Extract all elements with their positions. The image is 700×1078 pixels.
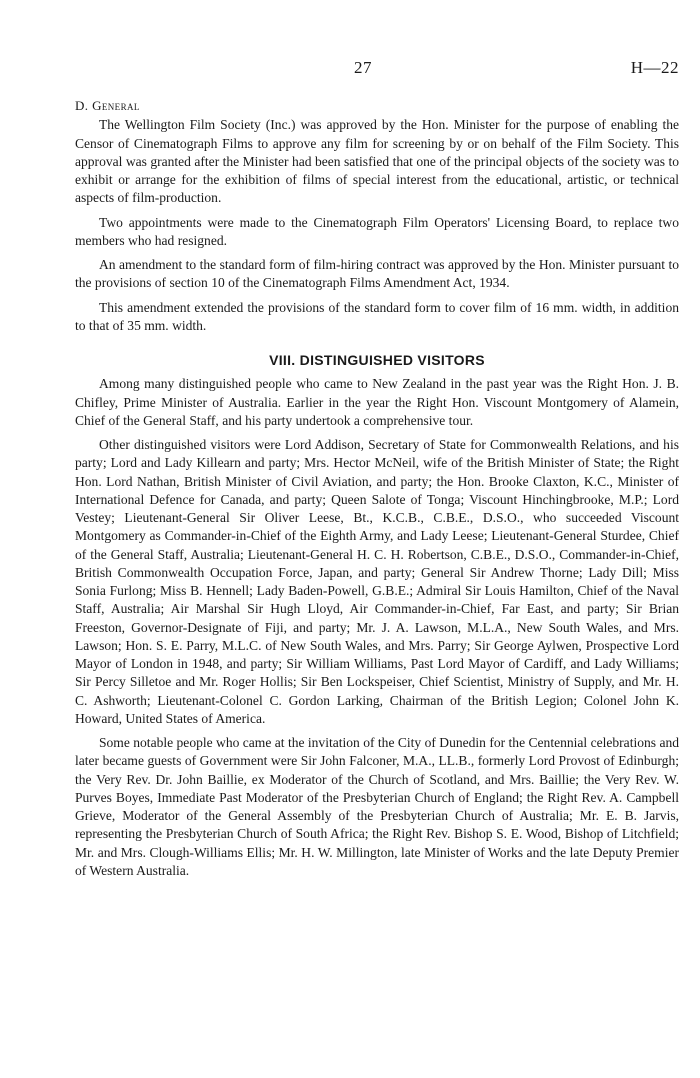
section-d-heading: D. General bbox=[75, 98, 140, 113]
page-body bbox=[75, 97, 679, 886]
section-d-paragraph-1: The Wellington Film Society (Inc.) was approved by the Hon. Minister for the purpose of enabling the Censor of Cinematograph Films to approve any film for screening by or on behalf of the Film Society. This approval was granted after the Minister had been satisfied that one of the principal objects of the society was to exhibit or arrange for the exhibition of films of special interest from the educational, artistic, or technical aspects of film-production. bbox=[75, 117, 679, 206]
page-number: 27 bbox=[354, 58, 372, 77]
section-viii-title: VIII. DISTINGUISHED VISITORS bbox=[269, 352, 485, 368]
section-d-paragraph-4: This amendment extended the provisions of the standard form to cover film of 16 mm. width, in addition to that of 35 mm. width. bbox=[75, 299, 679, 333]
section-d-paragraph-3: An amendment to the standard form of film-hiring contract was approved by the Hon. Minister pursuant to the provisions of section 10 of the Cinematograph Films Amendment Act, 1934. bbox=[75, 257, 679, 291]
section-d-paragraph-2: Two appointments were made to the Cinematograph Film Operators' Licensing Board, to replace two members who had resigned. bbox=[75, 214, 679, 248]
section-viii-paragraph-3: Some notable people who came at the invitation of the City of Dunedin for the Centennial celebrations and later became guests of Government were Sir John Falconer, M.A., LL.B., formerly Lord Provost of Edinburgh; the Very Rev. Dr. John Baillie, ex Moderator of the Church of Scotland, and Mrs. Baillie; the Very Rev. W. Purves Boyes, Immediate Past Moderator of the Presbyterian Church of England; the Right Rev. A. Campbell Grieve, Moderator of the General Assembly of the Presbyterian Church of Australia; Mr. E. B. Jarvis, representing the Presbyterian Church of South Africa; the Right Rev. Bishop S. E. Wood, Bishop of Litchfield; Mr. and Mrs. Clough-Williams Ellis; Mr. H. W. Millington, late Minister of Works and the late Deputy Premier of Western Australia. bbox=[75, 735, 679, 878]
section-viii-paragraph-2: Other distinguished visitors were Lord Addison, Secretary of State for Commonwealth Relations, and his party; Lord and Lady Killearn and party; Mrs. Hector McNeil, wife of the British Minister of State; the Right Hon. Lord Nathan, British Minister of Civil Aviation, and party; the Hon. Brooke Claxton, K.C., Minister of International Defence for Canada, and party; Queen Salote of Tonga; Viscount Hinchingbrooke, M.P.; Lord Vestey; Lieutenant-General Sir Oliver Leese, Bt., K.C.B., C.B.E., D.S.O., who succeeded Viscount Montgomery as Commander-in-Chief of the Eighth Army, and Lady Leese; Lieutenant-General Sturdee, Chief of the General Staff, Australia; Lieutenant-General H. C. H. Robertson, C.B.E., D.S.O., Commander-in-Chief, British Commonwealth Occupation Force, Japan, and party; General Sir Andrew Thorne; Lady Dill; Miss Sonia Furlong; Miss B. Hennell; Lady Baden-Powell, G.B.E.; Admiral Sir Louis Hamilton, Chief of the Naval Staff, Australia; Air Marshal Sir Hugh Lloyd, Air Commander-in-Chief, Far East, and party; Sir Brian Freeston, Governor-Designate of Fiji, and party; Mr. J. A. Lawson, M.L.A., New South Wales, and Mrs. Lawson; Hon. S. E. Parry, M.L.C. of New South Wales, and Mrs. Parry; Sir George Aylwen, Prospective Lord Mayor of London in 1948, and party; Sir William Williams, Past Lord Mayor of Cardiff, and Lady Williams; Sir Percy Silletoe and Mr. Roger Hollis; Sir Ben Lockspeiser, Chief Scientist, Ministry of Supply, and Mr. H. C. Ashworth; Lieutenant-Colonel C. Gordon Larking, Chairman of the British Legion; Colonel John K. Howard, United States of America. bbox=[75, 437, 679, 726]
page-header bbox=[0, 58, 700, 80]
document-reference: H—22 bbox=[630, 58, 679, 77]
section-viii-paragraph-1: Among many distinguished people who came to New Zealand in the past year was the Right Hon. J. B. Chifley, Prime Minister of Australia. Earlier in the year the Right Hon. Viscount Montgomery of Alamein, Chief of the General Staff, and his party undertook a comprehensive tour. bbox=[75, 376, 679, 428]
